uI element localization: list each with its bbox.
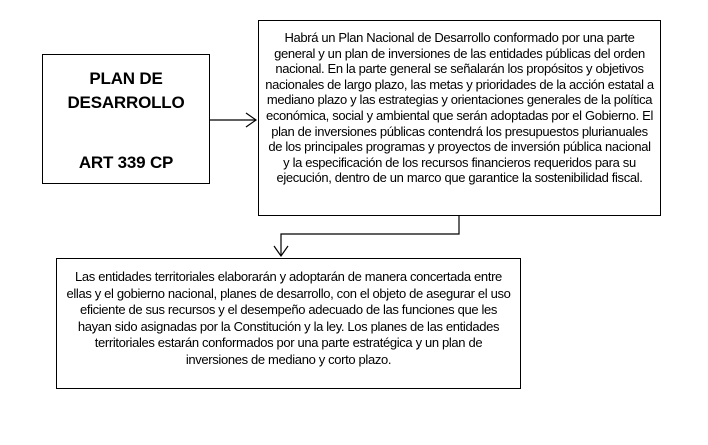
plan-desarrollo-heading	[67, 67, 184, 115]
title-line-2: DESARROLLO	[67, 93, 185, 112]
arrow-to-territorial	[274, 216, 459, 256]
plan-desarrollo-box	[42, 54, 210, 184]
territorial-entities-text: Las entidades territoriales elaborarán y adoptarán de manera concertada entre ellas y el gobierno nacional, planes de desarrollo, con el objeto de asegurar el uso eficiente de sus recursos y el desempeño adecuado de las funciones que les hayan sido asignadas por la Constitución y la ley. Los planes de las entidades territoriales estarán conformados por una parte estratégica y un plan de inversiones de mediano y corto plazo.	[66, 269, 511, 367]
arrow-to-article	[210, 113, 256, 127]
article-339-text-box	[258, 20, 661, 216]
title-line-1: PLAN DE	[89, 69, 163, 88]
article-reference: ART 339 CP	[78, 153, 174, 172]
article-339-text: Habrá un Plan Nacional de Desarrollo conformado por una parte general y un plan de inversiones de las entidades públicas del orden nacional. En la parte general se señalarán los propósitos y objetivos nacionales de largo plazo, las metas y prioridades de la acción estatal a mediano plazo y las estrategias y orientaciones generales de la política económica, social y ambiental que serán adoptadas por el Gobierno. El plan de inversiones públicas contendrá los presupuestos plurianuales de los principales programas y proyectos de inversión pública nacional y la especificación de los recursos financieros requeridos para su ejecución, dentro de un marco que garantice la sostenibilidad fiscal.	[265, 30, 654, 186]
territorial-entities-text-box	[56, 258, 521, 389]
